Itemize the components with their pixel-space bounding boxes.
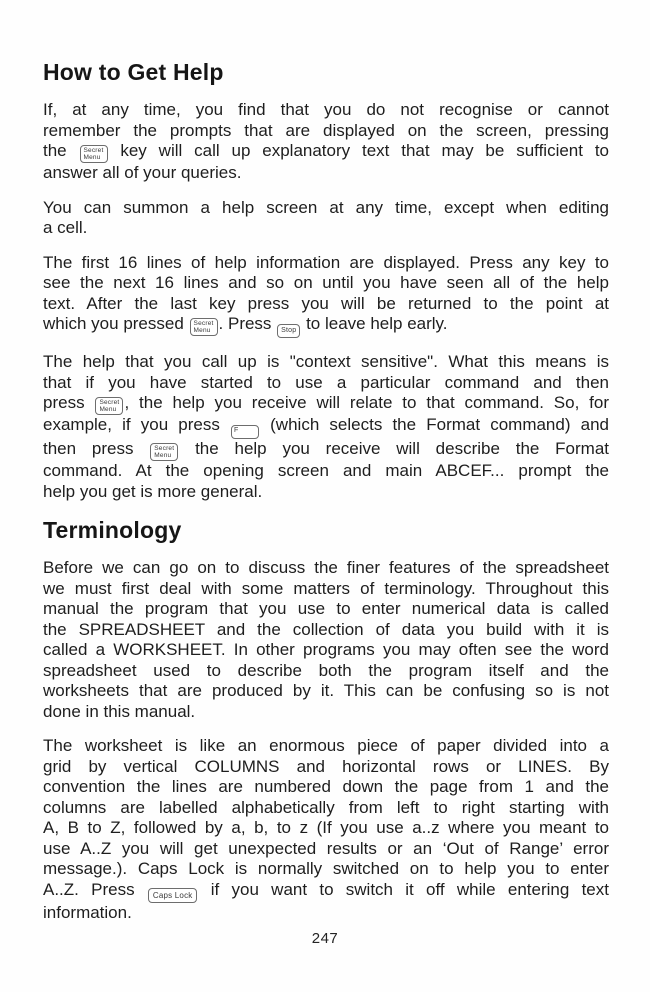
text-line: press Secret Menu , the help you receive will relate to that command. So, for xyxy=(43,393,610,413)
text-line: The worksheet is like an enormous piece of paper divided into a xyxy=(43,736,609,755)
text-line: help you get is more general. xyxy=(43,481,263,501)
text-line: then press Secret Menu the help you receive will describe the Format xyxy=(43,439,609,459)
text-line: If, at any time, you find that you do not recognise or cannot xyxy=(43,100,609,119)
text-line: see the next 16 lines and so on until you have seen all of the help xyxy=(43,273,609,292)
paragraph xyxy=(43,100,609,184)
text-line: answer all of your queries. xyxy=(43,163,242,182)
text-line: worksheets that are produced by it. This can be confusing so is not xyxy=(43,681,609,700)
text-line: text. After the last key press you will be returned to the point at xyxy=(43,293,609,313)
text-line: You can summon a help screen at any time, except when editing xyxy=(43,197,609,217)
text-line: called a WORKSHEET. In other programs you may often see the word xyxy=(43,640,609,659)
text-line: the SPREADSHEET and the collection of data you build with it is xyxy=(43,619,609,639)
text-line: command. At the opening screen and main ABCEF... prompt the xyxy=(43,461,609,480)
page-footer xyxy=(0,930,650,948)
text-line: a cell. xyxy=(43,218,88,237)
secret-menu-key-icon: Secret Menu xyxy=(80,145,108,163)
text-line: grid by vertical COLUMNS and horizontal rows or LINES. By xyxy=(43,756,609,776)
section-how-to-get-help xyxy=(43,58,609,502)
paragraph xyxy=(43,198,609,239)
text-line: the Secret Menu key will call up explanatory text that may be sufficient to xyxy=(43,141,610,161)
f-key-icon: F xyxy=(231,425,259,439)
section-paragraphs xyxy=(43,558,609,923)
paragraph xyxy=(43,558,609,722)
text-line: which you pressed Secret Menu . Press Stop to leave help early. xyxy=(43,314,609,338)
stop-key-icon: Stop xyxy=(277,324,300,338)
text-line: A, B to Z, followed by a, b, to z (If you use a..z where you meant to xyxy=(43,818,609,837)
text-line: message.). Caps Lock is normally switched on to help you to enter xyxy=(43,859,609,878)
text-line: columns are labelled alphabetically from left to right starting with xyxy=(43,797,609,817)
text-line: information. xyxy=(43,902,132,922)
text-line: we must first deal with some matters of terminology. Throughout this xyxy=(43,578,609,598)
document-content xyxy=(43,58,609,937)
text-line: convention the lines are numbered down the page from 1 and the xyxy=(43,777,609,796)
section-heading: How to Get Help xyxy=(43,59,224,85)
section-heading: Terminology xyxy=(43,517,182,543)
text-line: A..Z. Press Caps Lock if you want to switch it off while entering text xyxy=(43,880,609,903)
section-paragraphs xyxy=(43,100,609,502)
text-line: remember the prompts that are displayed on the screen, pressing xyxy=(43,120,609,140)
text-line: that if you have started to use a particular command and then xyxy=(43,372,609,392)
text-line: example, if you press F (which selects the Format command) and xyxy=(43,415,609,439)
text-line: manual the program that you use to enter numerical data is called xyxy=(43,599,609,618)
section-terminology xyxy=(43,516,609,923)
paragraph xyxy=(43,736,609,923)
text-line: done in this manual. xyxy=(43,701,196,721)
page-number: 247 xyxy=(311,930,339,947)
text-line: The help that you call up is "context sensitive". What this means is xyxy=(43,352,609,371)
text-line: Before we can go on to discuss the finer features of the spreadsheet xyxy=(43,558,609,577)
text-line: use A..Z you will get unexpected results or an ‘Out of Range’ error xyxy=(43,838,609,858)
secret-menu-key-icon: Secret Menu xyxy=(190,318,218,336)
secret-menu-key-icon: Secret Menu xyxy=(95,397,123,415)
paragraph xyxy=(43,352,609,502)
paragraph xyxy=(43,253,609,339)
secret-menu-key-icon: Secret Menu xyxy=(150,443,178,461)
caps-lock-key-icon: Caps Lock xyxy=(148,888,198,903)
text-line: spreadsheet used to describe both the program itself and the xyxy=(43,660,609,680)
text-line: The first 16 lines of help information are displayed. Press any key to xyxy=(43,252,609,272)
